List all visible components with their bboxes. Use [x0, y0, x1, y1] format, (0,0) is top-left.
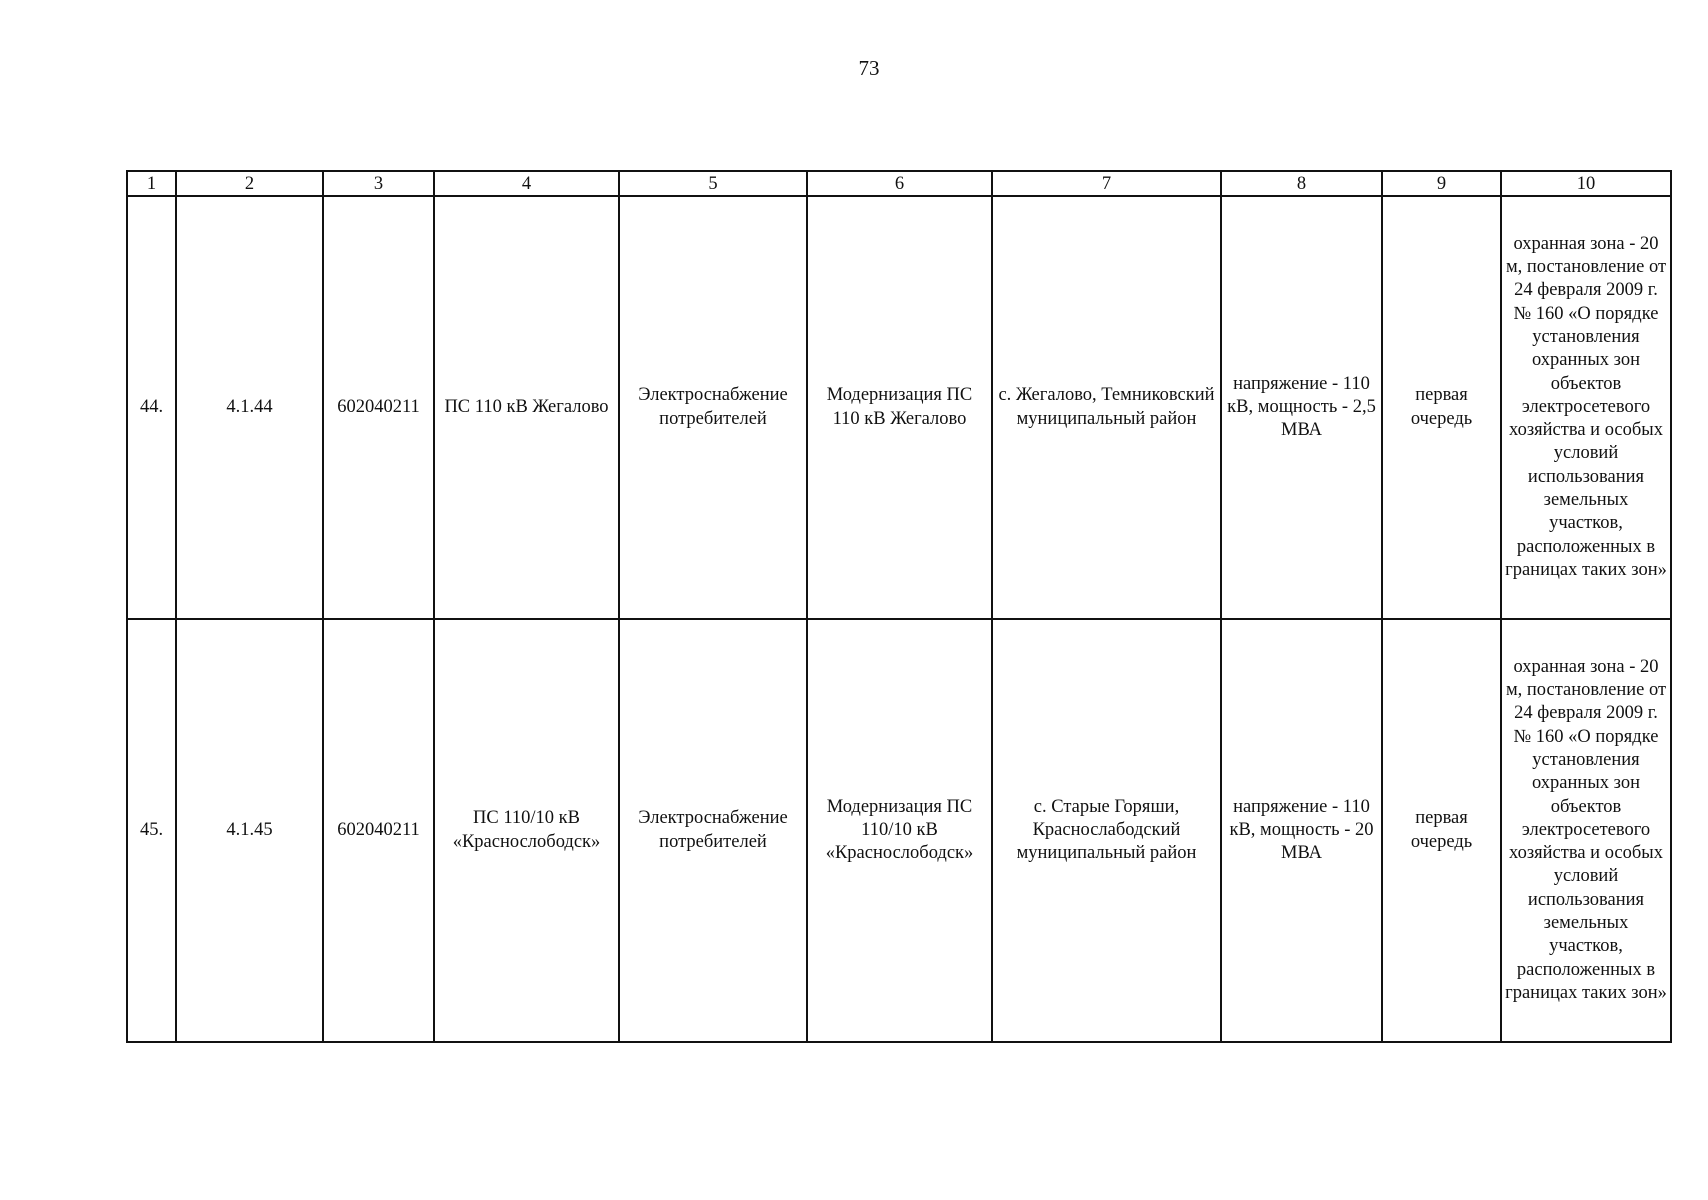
row-number-cell: 44.	[127, 196, 176, 619]
column-header: 9	[1382, 171, 1501, 196]
object-name-cell: ПС 110/10 кВ «Краснослободск»	[434, 619, 619, 1042]
location-cell: с. Старые Горяши, Краснослабодский муниципальный район	[992, 619, 1221, 1042]
page-number: 73	[858, 56, 880, 80]
purpose-cell: Электроснабжение потребителей	[619, 196, 807, 619]
column-header: 1	[127, 171, 176, 196]
parameters-cell: напряжение - 110 кВ, мощность - 2,5 МВА	[1221, 196, 1382, 619]
stage-cell: первая очередь	[1382, 619, 1501, 1042]
code-cell: 4.1.44	[176, 196, 323, 619]
code-cell: 4.1.45	[176, 619, 323, 1042]
zone-cell: охранная зона - 20 м, постановление от 24 февраля 2009 г. № 160 «О порядке установления охранных зон объектов электросетевого хозяйства и особых условий использования земельных участков, расположенных в границах таких зон»	[1501, 619, 1671, 1042]
column-header: 5	[619, 171, 807, 196]
stage-cell: первая очередь	[1382, 196, 1501, 619]
id-cell: 602040211	[323, 619, 434, 1042]
parameters-cell: напряжение - 110 кВ, мощность - 20 МВА	[1221, 619, 1382, 1042]
row-number-cell: 45.	[127, 619, 176, 1042]
purpose-cell: Электроснабжение потребителей	[619, 619, 807, 1042]
object-name-cell: ПС 110 кВ Жегалово	[434, 196, 619, 619]
zone-cell: охранная зона - 20 м, постановление от 24 февраля 2009 г. № 160 «О порядке установления охранных зон объектов электросетевого хозяйства и особых условий использования земельных участков, расположенных в границах таких зон»	[1501, 196, 1671, 619]
location-cell: с. Жегалово, Темниковский муниципальный район	[992, 196, 1221, 619]
column-header: 6	[807, 171, 992, 196]
column-header: 10	[1501, 171, 1671, 196]
table-row	[127, 619, 1671, 1042]
column-header: 3	[323, 171, 434, 196]
column-header: 8	[1221, 171, 1382, 196]
data-table	[126, 170, 1672, 1043]
column-header: 7	[992, 171, 1221, 196]
header-row	[127, 171, 1671, 196]
table-row	[127, 196, 1671, 619]
column-header: 4	[434, 171, 619, 196]
id-cell: 602040211	[323, 196, 434, 619]
action-cell: Модернизация ПС 110/10 кВ «Краснослободск»	[807, 619, 992, 1042]
action-cell: Модернизация ПС 110 кВ Жегалово	[807, 196, 992, 619]
column-header: 2	[176, 171, 323, 196]
